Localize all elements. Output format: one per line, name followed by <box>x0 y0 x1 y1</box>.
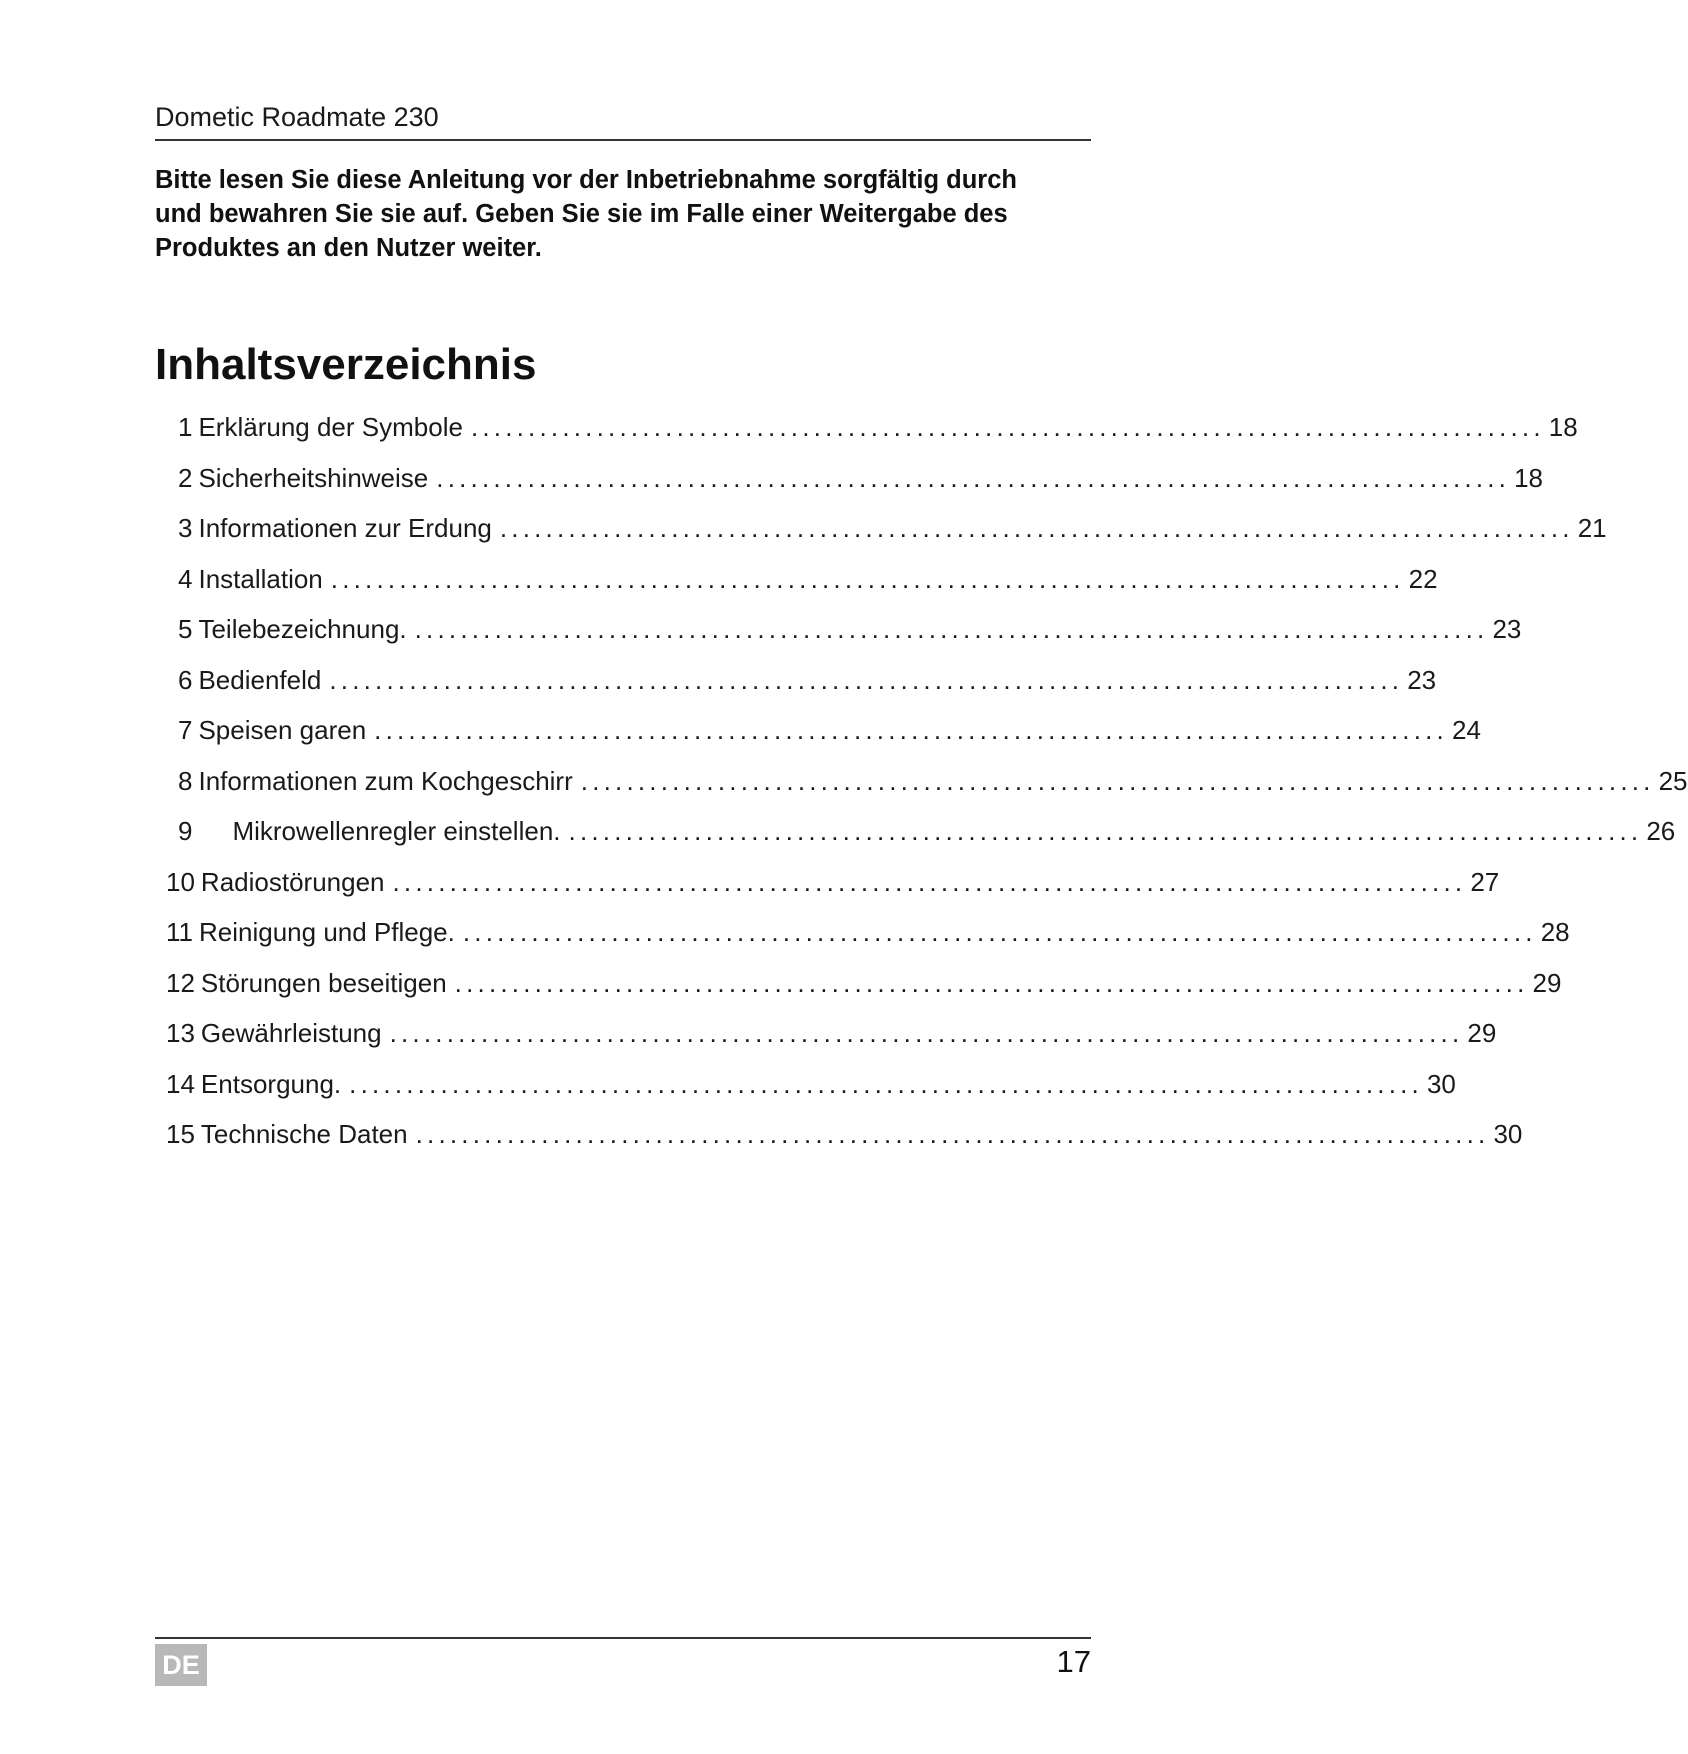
toc-entry-page: 18 <box>1548 412 1578 442</box>
toc-entry-title: Radiostörungen <box>200 866 385 897</box>
toc-entry-title: Sicherheitshinweise <box>198 462 429 493</box>
intro-line: Bitte lesen Sie diese Anleitung vor der Inbetriebnahme sorgfältig durch <box>155 166 1017 194</box>
toc-entry-number: 11 <box>166 917 193 947</box>
toc-entry-15[interactable] <box>0 1117 1523 1168</box>
document-header-title: Dometic Roadmate 230 <box>155 102 439 132</box>
toc-entry-number: 2 <box>178 462 193 493</box>
toc-heading: Inhaltsverzeichnis <box>155 340 537 389</box>
toc-entry-number: 1 <box>178 412 193 442</box>
toc-entry-number: 13 <box>166 1018 195 1048</box>
toc-entry-title: Speisen garen <box>198 715 367 745</box>
toc-dot-leader: .............................................................................................. <box>580 765 1655 796</box>
toc-entry-page: 29 <box>1532 967 1562 998</box>
toc-entry-page: 21 <box>1577 513 1607 543</box>
toc-entry-page: 22 <box>1408 563 1438 594</box>
toc-entry-page: 27 <box>1470 866 1500 897</box>
toc-entry-title: Gewährleistung <box>200 1018 382 1048</box>
toc-entry-title: Installation <box>198 563 323 594</box>
toc-entry-8[interactable] <box>0 764 1688 815</box>
toc-entry-title: Entsorgung. <box>200 1068 342 1099</box>
toc-entry-9[interactable] <box>0 814 1676 865</box>
toc-entry-number: 15 <box>166 1119 195 1149</box>
footer-divider <box>155 1637 1091 1639</box>
toc-entry-7[interactable] <box>0 713 1481 764</box>
toc-entry-number: 3 <box>178 513 193 543</box>
toc-entry-number: 10 <box>166 866 195 897</box>
toc-entry-title: Teilebezeichnung. <box>198 614 407 644</box>
toc-entry-14[interactable] <box>0 1067 1456 1118</box>
page-number: 17 <box>1056 1644 1091 1679</box>
toc-entry-number: 5 <box>178 614 193 644</box>
toc-entry-title: Informationen zur Erdung <box>198 513 492 543</box>
language-badge: DE <box>155 1644 207 1686</box>
intro-notice <box>155 163 1091 265</box>
toc-entry-number: 6 <box>178 664 193 695</box>
toc-entry-page: 18 <box>1514 462 1544 493</box>
toc-dot-leader: .............................................................................................. <box>374 715 1448 745</box>
toc-dot-leader: .............................................................................................. <box>330 563 1405 594</box>
toc-dot-leader: .............................................................................................. <box>499 513 1574 543</box>
toc-entry-5[interactable] <box>0 612 1522 663</box>
toc-entry-number: 4 <box>178 563 193 594</box>
toc-entry-11[interactable] <box>0 915 1570 966</box>
toc-entry-12[interactable] <box>0 966 1562 1017</box>
intro-line: Produktes an den Nutzer weiter. <box>155 234 542 262</box>
toc-entry-page: 25 <box>1658 765 1688 796</box>
toc-entry-page: 23 <box>1492 614 1522 644</box>
toc-entry-page: 28 <box>1540 917 1570 947</box>
toc-dot-leader: .............................................................................................. <box>436 462 1511 493</box>
toc-dot-leader: .............................................................................................. <box>414 614 1489 644</box>
toc-entry-title: Reinigung und Pflege. <box>199 917 455 947</box>
toc-entry-page: 30 <box>1493 1119 1523 1149</box>
toc-entry-page: 26 <box>1646 816 1676 846</box>
toc-entry-page: 24 <box>1451 715 1481 745</box>
toc-dot-leader: .............................................................................................. <box>568 816 1643 846</box>
intro-line: und bewahren Sie sie auf. Geben Sie sie im Falle einer Weitergabe des <box>155 200 1008 228</box>
table-of-contents <box>0 410 1688 1168</box>
toc-entry-title: Bedienfeld <box>198 664 322 695</box>
toc-entry-13[interactable] <box>0 1016 1497 1067</box>
toc-entry-10[interactable] <box>0 865 1500 916</box>
toc-dot-leader: .............................................................................................. <box>454 967 1529 998</box>
toc-dot-leader: .............................................................................................. <box>392 866 1467 897</box>
toc-dot-leader: .............................................................................................. <box>389 1018 1464 1048</box>
header-divider <box>155 139 1091 141</box>
toc-entry-number: 7 <box>178 715 193 745</box>
toc-dot-leader: .............................................................................................. <box>329 664 1404 695</box>
toc-dot-leader: .............................................................................................. <box>470 412 1545 442</box>
toc-dot-leader: .............................................................................................. <box>415 1119 1490 1149</box>
toc-entry-page: 30 <box>1426 1068 1456 1099</box>
toc-entry-page: 29 <box>1467 1018 1497 1048</box>
toc-dot-leader: .............................................................................................. <box>349 1068 1423 1099</box>
toc-entry-number: 9 <box>178 816 193 846</box>
toc-entry-title: Informationen zum Kochgeschirr <box>198 765 573 796</box>
toc-entry-number: 8 <box>178 765 193 796</box>
toc-entry-6[interactable] <box>0 663 1437 714</box>
toc-entry-2[interactable] <box>0 461 1544 512</box>
toc-entry-title: Störungen beseitigen <box>200 967 447 998</box>
toc-entry-number: 12 <box>166 967 195 998</box>
toc-entry-4[interactable] <box>0 562 1438 613</box>
toc-entry-title: Technische Daten <box>200 1119 408 1149</box>
toc-entry-title: Mikrowellenregler einstellen. <box>232 816 561 846</box>
toc-entry-title: Erklärung der Symbole <box>198 412 463 442</box>
toc-entry-3[interactable] <box>0 511 1607 562</box>
toc-dot-leader: .............................................................................................. <box>462 917 1537 947</box>
toc-entry-1[interactable] <box>0 410 1578 461</box>
toc-entry-number: 14 <box>166 1068 195 1099</box>
toc-entry-page: 23 <box>1407 664 1437 695</box>
